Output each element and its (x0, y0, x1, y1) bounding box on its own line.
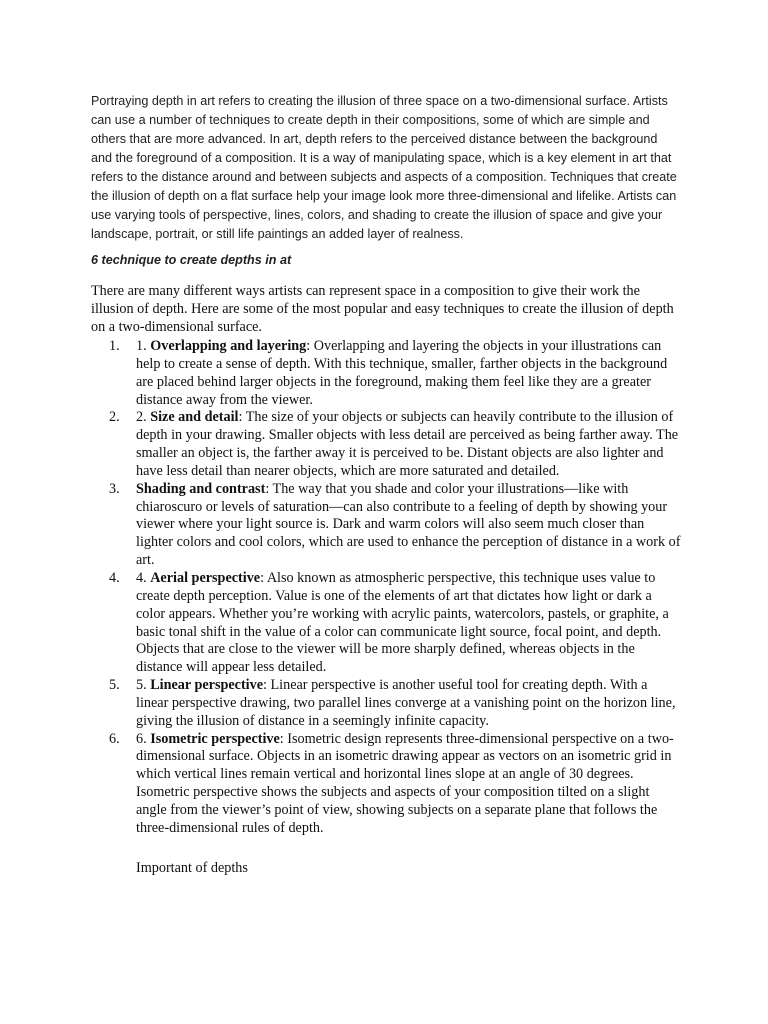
item-text: : Also known as atmospheric perspective, this technique uses value to create depth perception. Value is one of the elements of art that dictates how light or dark a color appears. Whether you’re working with acrylic paints, watercolors, pastels, or graphite, a basic tonal shift in the value of a color can communicate light source, focal point, and depth. Objects that are close to the viewer will be more sharply defined, whereas objects in the distance will appear less detailed. (136, 569, 669, 676)
list-item (91, 570, 681, 677)
item-prefix: 4. (136, 569, 151, 586)
list-marker: 2. (109, 409, 120, 426)
lead-paragraph: There are many different ways artists can represent space in a composition to give their work the illusion of depth. Here are some of the most popular and easy techniques to create the illusion of depth on a two-dimensional surface. (91, 283, 674, 335)
item-term: Size and detail (150, 409, 239, 426)
section-heading: 6 technique to create depths in at (91, 253, 292, 267)
item-prefix: 5. (136, 677, 151, 694)
item-text: : The way that you shade and color your illustrations—like with chiaroscuro or levels of saturation—can also contribute to a feeling of depth by showing your viewer where your light source is. Dark and warm colors will also seem much closer than lighter colors and cool colors, which are used to enhance the perception of distance in a work of art. (136, 480, 681, 569)
list-item (91, 338, 681, 409)
list-marker: 4. (109, 569, 120, 586)
item-term: Linear perspective (150, 677, 264, 694)
item-prefix: 1. (136, 338, 151, 354)
list-item (91, 409, 681, 480)
item-text: : Isometric design represents three-dimensional perspective on a two-dimensional surface. Objects in an isometric drawing appear as vectors on an isometric grid in which vertical lines remain vertical and horizontal lines slope at an angle of 30 degrees. Isometric perspective shows the subjects and aspects of your composition tilted on a slight angle from the viewer’s point of view, showing subjects on a separate plane that follows the three-dimensional rules of depth. (136, 730, 674, 836)
list-item (91, 481, 681, 570)
list-item (91, 677, 681, 731)
item-text: : Linear perspective is another useful tool for creating depth. With a linear perspective drawing, two parallel lines converge at a vanishing point on the horizon line, giving the illusion of distance in a seemingly infinite capacity. (136, 677, 676, 729)
item-term: Overlapping and layering (150, 338, 307, 354)
list-marker: 6. (109, 730, 120, 747)
list-marker: 1. (109, 338, 120, 354)
technique-list (91, 338, 681, 838)
item-term: Aerial perspective (150, 569, 261, 586)
list-marker: 3. (109, 480, 120, 497)
item-text: : Overlapping and layering the objects in your illustrations can help to create a sense of depth. With this technique, smaller, farther objects in the background are placed behind larger objects in the foreground, making them feel like they are a greater distance away from the viewer. (136, 338, 668, 408)
item-term: Shading and contrast (136, 480, 266, 497)
intro-paragraph: Portraying depth in art refers to creating the illusion of three space on a two-dimensional surface. Artists can use a number of techniques to create depth in their compositions, some of which are simple and others that are more advanced. In art, depth refers to the perceived distance between the background and the foreground of a composition. It is a way of manipulating space, which is a key element in art that refers to the distance around and between subjects and aspects of a composition. Techniques that create the illusion of depth on a flat surface help your image look more three-dimensional and lifelike. Artists can use varying tools of perspective, lines, colors, and shading to create the illusion of space and give your landscape, portrait, or still life paintings an added layer of realness. (91, 94, 677, 241)
item-text: : The size of your objects or subjects can heavily contribute to the illusion of depth in your drawing. Smaller objects with less detail are perceived as being farther away. The smaller an object is, the farther away it is perceived to be. Distant objects are also lighter and have less detail than nearer objects, which are more saturated and detailed. (136, 409, 679, 479)
list-item (91, 731, 681, 838)
item-prefix: 2. (136, 409, 151, 426)
item-prefix: 6. (136, 730, 151, 747)
item-term: Isometric perspective (150, 730, 280, 747)
list-marker: 5. (109, 677, 120, 694)
closing-line: Important of depths (136, 860, 248, 876)
